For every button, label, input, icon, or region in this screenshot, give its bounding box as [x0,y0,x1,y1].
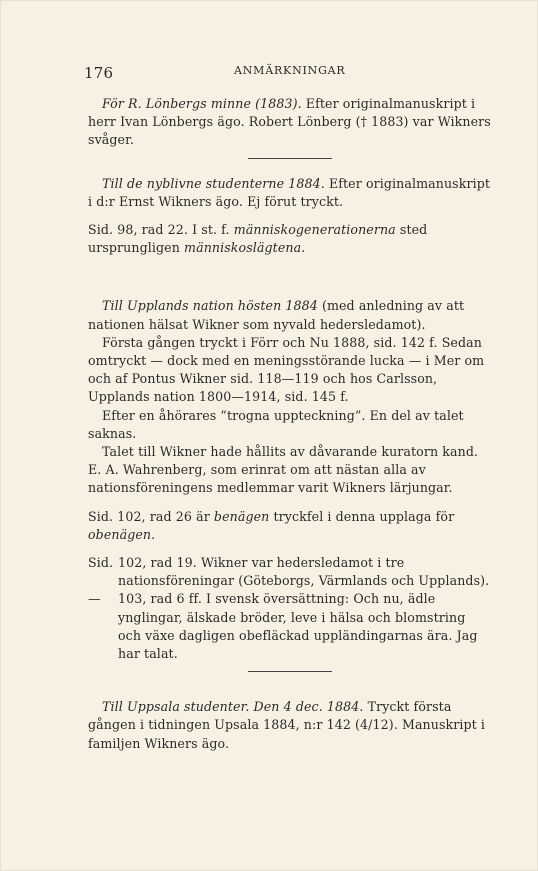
entry-upplands-nation [88,297,492,663]
note-text: tryckfel i denna upplaga för [269,508,455,524]
note-text: sted ursprungligen [88,222,428,256]
page-header [84,64,482,82]
entry-note [88,590,492,663]
entry-title: Till Uppsala studenter. Den 4 dec. 1884. [102,699,364,715]
section-divider [248,158,332,159]
page-content [88,95,492,753]
entry-uppsala-studenter [88,698,492,753]
entry-text: Efter originalmanuskript i d:r Ernst Wikners ägo. Ej förut tryckt. [88,175,491,209]
entry-note [88,554,492,590]
entry-text: Tryckt första gången i tidningen Upsala 1884, n:r 142 (4/12). Manuskript i familjen Wikners ägo. [88,699,486,751]
note-text: 103, rad 6 ff. I svensk översättning: Och nu, ädle ynglingar, älskade bröder, leve i hälsa och blomstring och växe dagligen obefläckad uppländingarnas ära. Jag har talat. [118,591,478,662]
section-divider [248,671,332,672]
entry-paragraph: Efter en åhörares ”trogna uppteckning”. En del av talet saknas. [88,407,464,441]
page-number: 176 [84,64,114,82]
entry-text: (med anledning av att nationen hälsat Wikner som nyvald hedersledamot). [88,298,465,332]
entry-paragraph [88,297,492,333]
entry-title: Till de nyblivne studenterne 1884. [102,175,325,191]
entry-paragraph: Första gången tryckt i Förr och Nu 1888, sid. 142 f. Sedan omtryckt — dock med en meningsstörande lucka — i Mer om och af Pontus Wikner sid. 118—119 och hos Carlsson, Upplands nation 1800—1914, sid. 145 f. [88,334,485,405]
entry-paragraph [88,698,492,753]
note-italic: benägen [213,508,270,524]
entry-note [88,508,492,544]
entry-nyblivne-studenterne [88,175,492,258]
entry-paragraph [88,175,492,211]
note-italic: människoslägtena. [184,240,306,256]
note-prefix: Sid. 98, rad 22. I st. f. [88,222,234,238]
running-title: ANMÄRKNINGAR [234,64,346,77]
entry-lonberg [88,95,492,150]
entry-paragraph [88,95,492,150]
entry-title: Till Upplands nation hösten 1884 [102,298,318,314]
entry-title: För R. Lönbergs minne (1883). [102,96,302,111]
note-italic: människogenerationerna [233,222,396,238]
entry-note [88,221,492,257]
note-prefix: Sid. 102, rad 26 är [88,508,214,524]
note-text: 102, rad 19. Wikner var hedersledamot i tre nationsföreningar (Göteborgs, Värmlands och Upplands). [118,555,490,589]
entry-paragraph: Talet till Wikner hade hållits av dåvarande kuratorn kand. E. A. Wahrenberg, som erinrat om att nästan alla av nationsföreningens medlemmar varit Wikners lärjungar. [88,444,479,496]
note-italic: obenägen. [88,526,156,542]
entry-text: Efter originalmanuskript i herr Ivan Lönbergs ägo. Robert Lönberg († 1883) var Wikners svåger. [88,96,491,148]
note-label: Sid. [88,555,114,571]
note-label: — [88,591,101,607]
